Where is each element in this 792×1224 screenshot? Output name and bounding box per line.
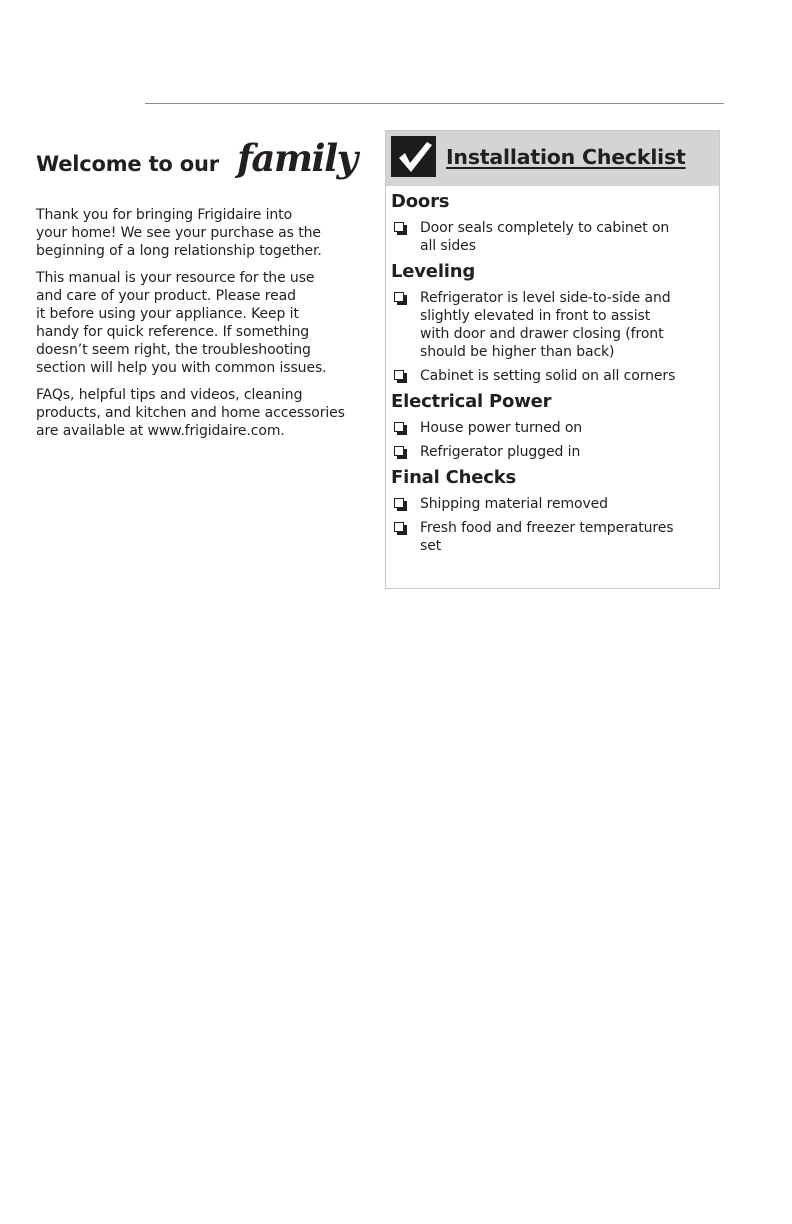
checklist-item-label: Shipping material removed: [420, 496, 608, 512]
checklist-item-label: Cabinet is setting solid on all corners: [420, 368, 676, 384]
section-title-doors: Doors: [391, 191, 450, 212]
checklist-item[interactable]: [391, 443, 713, 461]
section-title-electrical-power: Electrical Power: [391, 391, 552, 412]
section-title-leveling: Leveling: [391, 261, 476, 282]
checklist-item-label: Door seals completely to cabinet on all sides: [420, 220, 670, 254]
checklist-item-label: House power turned on: [420, 420, 583, 436]
checklist-item[interactable]: [391, 495, 713, 513]
intro-paragraph: FAQs, helpful tips and videos, cleaning products, and kitchen and home accessories are available at www.frigidaire.com.: [36, 387, 345, 439]
checkbox-icon[interactable]: [394, 522, 404, 532]
checklist-item[interactable]: [391, 519, 713, 555]
checklist-item[interactable]: [391, 419, 713, 437]
checklist-item[interactable]: [391, 289, 713, 361]
checklist-header: [386, 131, 719, 186]
checkbox-icon[interactable]: [394, 370, 404, 380]
checkbox-icon[interactable]: [394, 498, 404, 508]
checklist-item[interactable]: [391, 367, 713, 385]
section-title-final-checks: Final Checks: [391, 467, 517, 488]
checkmark-icon: [391, 136, 436, 177]
welcome-heading: [36, 136, 366, 200]
welcome-script-word: family: [237, 136, 357, 180]
installation-checklist: [385, 130, 720, 589]
checkbox-icon[interactable]: [394, 222, 404, 232]
intro-text: [36, 206, 381, 449]
checklist-item-label: Fresh food and freezer temperatures set: [420, 520, 674, 554]
checklist-title: Installation Checklist: [446, 145, 686, 169]
intro-paragraph: This manual is your resource for the use and care of your product. Please read it before using your appliance. Keep it handy for quick reference. If something doesn’t seem right, the troubleshooting section will help you with common issues.: [36, 270, 327, 376]
checkbox-icon[interactable]: [394, 292, 404, 302]
welcome-text: Welcome to our: [36, 152, 219, 176]
checklist-item[interactable]: [391, 219, 713, 255]
checklist-item-label: Refrigerator is level side-to-side and slightly elevated in front to assist with door and drawer closing (front should be higher than back): [420, 290, 671, 360]
checklist-body: [386, 186, 719, 555]
top-divider: [145, 103, 724, 104]
checklist-item-label: Refrigerator plugged in: [420, 444, 581, 460]
intro-paragraph: Thank you for bringing Frigidaire into your home! We see your purchase as the beginning of a long relationship together.: [36, 207, 322, 259]
checkbox-icon[interactable]: [394, 422, 404, 432]
checkbox-icon[interactable]: [394, 446, 404, 456]
